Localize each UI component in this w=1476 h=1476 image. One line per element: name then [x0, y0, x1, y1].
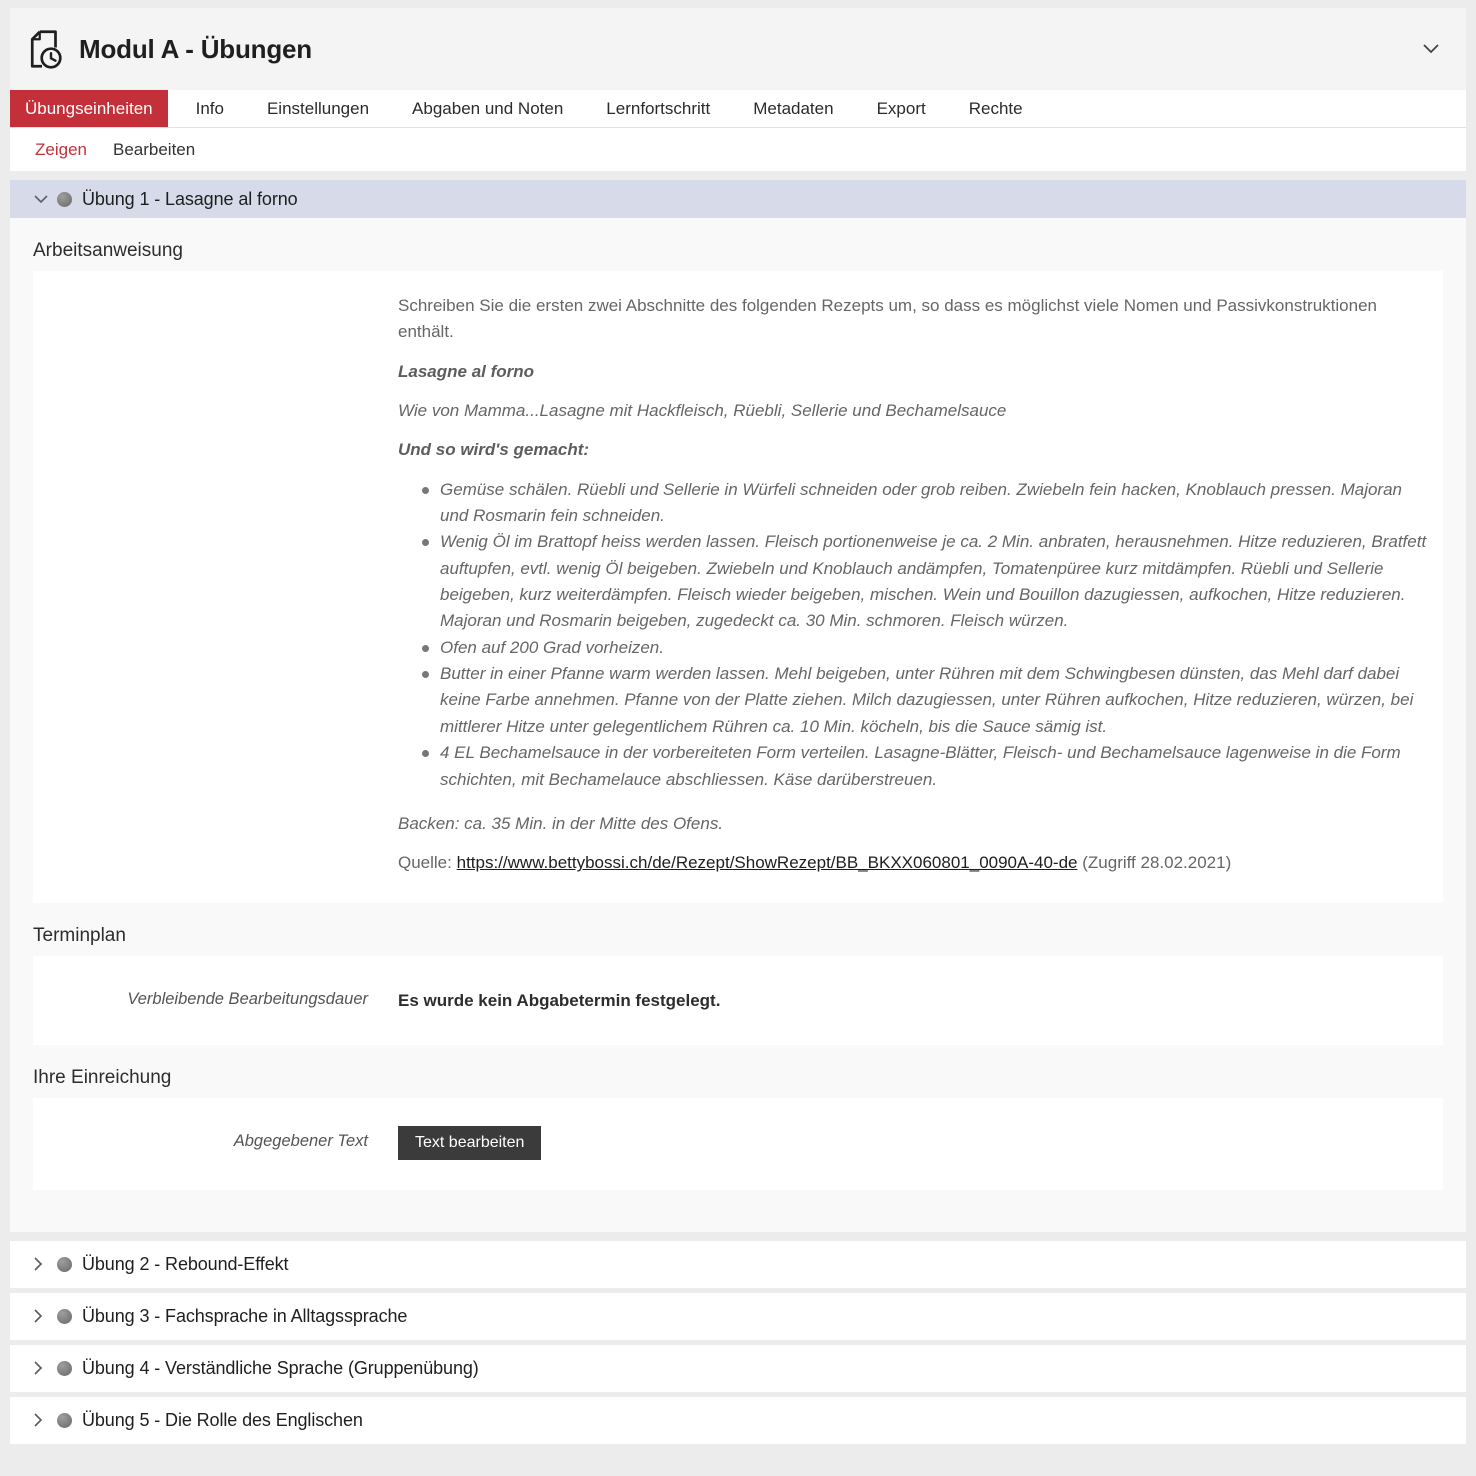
status-dot	[57, 1413, 72, 1428]
assignment-clock-icon	[25, 28, 65, 70]
submitted-text-label: Abgegebener Text	[233, 1131, 368, 1150]
remaining-duration-label: Verbleibende Bearbeitungsdauer	[127, 989, 368, 1008]
exercise-title: Übung 5 - Die Rolle des Englischen	[82, 1409, 363, 1430]
status-dot	[57, 192, 72, 207]
tab-info[interactable]: Info	[195, 98, 224, 118]
tab-metadaten[interactable]: Metadaten	[753, 98, 834, 118]
source-link[interactable]: https://www.bettybossi.ch/de/Rezept/ShowRezept/BB_BKXX060801_0090A-40-de	[456, 853, 1078, 873]
tab-uebungseinheiten[interactable]: Übungseinheiten	[10, 90, 168, 127]
recipe-step: 4 EL Bechamelsauce in der vorbereiteten Form verteilen. Lasagne-Blätter, Fleisch- und Bechamelsauce lagenweise in die Form schichten, mit Bechamelauce abschliessen. Käse darüberstreuen.	[422, 740, 1427, 793]
exercise-1-panel	[10, 218, 1466, 1232]
arbeitsanweisung-box	[33, 271, 1443, 903]
chevron-right-icon	[32, 1359, 54, 1377]
source-line	[398, 850, 1427, 876]
recipe-step: Wenig Öl im Brattopf heiss werden lassen. Fleisch portionenweise je ca. 2 Min. anbraten, herausnehmen. Hitze reduzieren, Bratfett auftupfen, evtl. wenig Öl beigeben. Zwiebeln und Knoblauch andämpfen, Tomatenpüree kurz mitdämpfen. Rüebli und Sellerie beigeben, kurz weiterdämpfen. Fleisch wieder beigeben, mischen. Wein und Bouillon dazugiessen, aufkochen, Hitze reduzieren. Majoran und Rosmarin beigeben, zugedeckt ca. 30 Min. schmoren. Fleisch würzen.	[422, 529, 1427, 634]
recipe-title: Lasagne al forno	[398, 361, 535, 381]
instruction-intro: Schreiben Sie die ersten zwei Abschnitte des folgenden Rezepts um, so dass es möglichst viele Nomen und Passivkonstruktionen enthält.	[398, 296, 1377, 342]
exercise-title: Übung 3 - Fachsprache in Alltagssprache	[82, 1305, 408, 1326]
status-dot	[57, 1361, 72, 1376]
section-heading-einreichung: Ihre Einreichung	[33, 1066, 172, 1088]
einreichung-box	[33, 1098, 1443, 1190]
instruction-content	[398, 271, 1443, 903]
exercise-3-header[interactable]	[10, 1293, 1466, 1340]
section-heading-terminplan: Terminplan	[33, 924, 126, 946]
exercise-title: Übung 1 - Lasagne al forno	[82, 188, 298, 209]
recipe-steps-list	[398, 477, 1427, 793]
subtab-bearbeiten[interactable]: Bearbeiten	[112, 139, 196, 159]
subtab-zeigen[interactable]: Zeigen	[35, 139, 87, 159]
exercise-2-header[interactable]	[10, 1241, 1466, 1288]
page-title: Modul A - Übungen	[79, 33, 312, 64]
exercise-1-header[interactable]	[10, 180, 1466, 218]
tab-rechte[interactable]: Rechte	[968, 98, 1023, 118]
tab-einstellungen[interactable]: Einstellungen	[266, 98, 370, 118]
exercise-5-header[interactable]	[10, 1397, 1466, 1444]
recipe-steps-lead: Und so wird's gemacht:	[398, 440, 590, 460]
edit-text-button[interactable]: Text bearbeiten	[398, 1126, 541, 1160]
exercise-title: Übung 2 - Rebound-Effekt	[82, 1253, 289, 1274]
section-heading-arbeitsanweisung: Arbeitsanweisung	[33, 240, 183, 261]
source-access-date: (Zugriff 28.02.2021)	[1082, 853, 1232, 873]
status-dot	[57, 1257, 72, 1272]
course-element-header	[10, 8, 1466, 90]
recipe-step: Butter in einer Pfanne warm werden lassen. Mehl beigeben, unter Rühren mit dem Schwingbesen dünsten, das Mehl darf dabei keine Farbe annehmen. Pfanne von der Platte ziehen. Milch dazugiessen, unter Rühren aufkochen, Hitze reduzieren, würzen, bei mittlerer Hitze unter gelegentlichem Rühren ca. 10 Min. köcheln, bis die Sauce sämig ist.	[422, 661, 1427, 740]
chevron-down-icon	[32, 193, 54, 205]
recipe-subtitle: Wie von Mamma...Lasagne mit Hackfleisch, Rüebli, Sellerie und Bechamelsauce	[398, 401, 1007, 421]
chevron-right-icon	[32, 1411, 54, 1429]
tab-lernfortschritt[interactable]: Lernfortschritt	[606, 98, 711, 118]
empty-label-column	[33, 271, 398, 903]
tab-export[interactable]: Export	[876, 98, 926, 118]
recipe-step: Gemüse schälen. Rüebli und Sellerie in Würfeli schneiden oder grob reiben. Zwiebeln fein hacken, Knoblauch pressen. Majoran und Rosmarin fein schneiden.	[422, 477, 1427, 530]
chevron-right-icon	[32, 1255, 54, 1273]
source-label: Quelle:	[398, 853, 452, 873]
chevron-right-icon	[32, 1307, 54, 1325]
terminplan-box	[33, 956, 1443, 1045]
collapse-chevron-icon[interactable]	[1414, 37, 1448, 61]
exercise-title: Übung 4 - Verständliche Sprache (Gruppenübung)	[82, 1357, 479, 1378]
baking-note: Backen: ca. 35 Min. in der Mitte des Ofens.	[398, 813, 724, 833]
status-dot	[57, 1309, 72, 1324]
recipe-step: Ofen auf 200 Grad vorheizen.	[422, 635, 1427, 661]
tab-bar	[10, 90, 1466, 128]
view-mode-nav	[10, 128, 1466, 171]
exercise-4-header[interactable]	[10, 1345, 1466, 1392]
remaining-duration-value: Es wurde kein Abgabetermin festgelegt.	[398, 990, 721, 1010]
tab-abgaben-und-noten[interactable]: Abgaben und Noten	[412, 98, 564, 118]
